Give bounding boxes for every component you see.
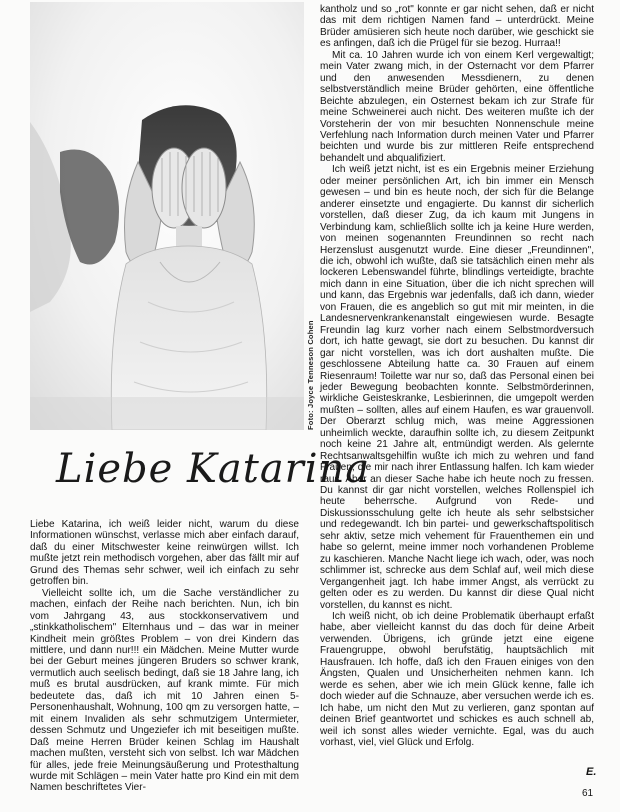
paragraph: kantholz und so „rot" konnte er gar nicht sehen, daß er nicht das mit dem richtigen Namen fand – unterdrückt. Meine Brüder amüsieren sich heute noch darüber, wie geschickt sie es anfingen, daß ich die Prügel für sie bezog. Hurraa!!: [320, 4, 594, 50]
woman-covering-face-photo: [30, 2, 304, 430]
article-title: Liebe Katarina: [56, 446, 371, 492]
left-text-column: [30, 519, 299, 794]
right-text-column: [320, 4, 594, 748]
page-number: 61: [582, 788, 594, 799]
paragraph: Ich weiß nicht, ob ich deine Problematik überhaupt erfaßt habe, aber vielleicht kannst du das doch für deine Arbeit verwenden. Übrigens, ich gründe jetzt eine eigene Frauengruppe, obwohl berufstätig, hauptsächlich mit Hausfrauen. Ich hoffe, daß ich den Frauen einiges von den Ängsten, Qualen und Unsicherheiten nehmen kann. Ich werde es sehen, aber wie ich mein Glück kenne, falle ich doch wieder auf die Schnauze, aber versuchen werde ich es. Ich habe, um nicht den Mut zu verlieren, ganz spontan auf deinen Brief geantwortet und schickes es auch schnell ab, weil ich sonst alles wieder vernichte. Egal, was du auch vorhast, viel, viel Glück und Erfolg.: [320, 611, 594, 748]
article-photo: [30, 2, 304, 430]
signature: E.: [586, 766, 597, 778]
photo-credit: Foto: Joyce Tenneson Cohen: [306, 320, 315, 430]
paragraph: Liebe Katarina, ich weiß leider nicht, warum du diese Informationen wünschst, verlasse mich aber einfach darauf, daß du einer Mitschwester keine reinwürgen willst. Ich mußte jetzt rein methodisch vorgehen, aber das fällt mir auf Grund des Themas sehr schwer, weil ich einfach zu sehr getroffen bin.: [30, 519, 299, 588]
paragraph: Vielleicht sollte ich, um die Sache verständlicher zu machen, einfach der Reihe nach berichten. Nun, ich bin vom Jahrgang 43, aus stockkonservativem und „stinkkatholischem" Elternhaus und – das war in meiner Kindheit mein größtes Problem – von drei Kindern das mittlere, und dann nur!!! ein Mädchen. Meine Mutter wurde bei der Geburt meines jüngeren Bruders so schwer krank, vermutlich auch seelisch bedingt, daß sie 18 Jahre lang, ich muß es brutal ausdrücken, auf krank mimte. Für mich bedeutete das, daß ich mit 10 Jahren einen 5-Personenhaushalt, Wohnung, 100 qm zu versorgen hatte, – mit einem Invaliden als sehr schmutzigem Untermieter, dessen Schmutz und Ungeziefer ich mit beseitigen mußte. Daß meine Herren Brüder keinen Schlag im Haushalt machen mußten, versteht sich von selbst. Ich war Mädchen für alles, jede freie Meinungsäußerung und Protesthaltung wurde mit Schlägen – mein Vater hatte pro Kind ein mit dem Namen beschriftetes Vier-: [30, 587, 299, 794]
paragraph: Ich weiß jetzt nicht, ist es ein Ergebnis meiner Erziehung oder meiner persönlichen Art, ich bin immer ein Mensch gewesen – und bin es heute noch, der sich für die Belange anderer einsetzte und engagierte. Du kannst dir sicherlich vorstellen, daß dieser Zug, da ich kaum mit Jungens in Verbindung kam, schließlich sollte ich ja keine Hure werden, von meinen sogenannten Freundinnen so recht nach Herzenslust ausgenutzt wurde. Eine dieser „Freundinnen", die ich, obwohl ich wußte, daß sie tatsächlich einen mehr als lockeren Lebenswandel führte, blindlings verteidigte, brachte mich dann in eine Situation, über die ich nicht sprechen will und kann, das Ergebnis war jedenfalls, daß ich dann, wieder von Frauen, die es angeblich so gut mit mir meinten, in die Landesnervenkrankenanstalt eingewiesen wurde. Besagte Freundin lag kurz vorher nach einem Selbstmordversuch dort, ich hatte gewagt, sie dort zu besuchen. Du kannst dir gar nicht vorstellen, was ich dort aushalten mußte. Die geschlossene Abteilung hatte ca. 30 Frauen auf einem Riesenraum! Toilette war nur so, daß das Personal einen bei jeder Bewegung beobachten konnte. Selbstmörderinnen, wirkliche Geisteskranke, Lesbierinnen, die umgepolt werden mußten – sollten, alles auf einem Haufen, es war grauenvoll. Der Oberarzt schlug mich, was meine Aggressionen unheimlich weckte, daraufhin sollte ich, zu diesem Zeitpunkt noch keine 21 Jahre alt, entmündigt werden. Als gelernte Rechtsanwaltsgehilfin wußte ich mich zu wehren und fand Frauen, die mir nach ihrer Entlassung halfen. Ich kam wieder raus. Aber an dieser Sache habe ich heute noch zu fressen. Du kannst dir gar nicht vorstellen, welches Rollenspiel ich heute beherrsche. Aufgrund von Rede- und Diskussionsschulung gelte ich heute als sehr selbstsicher und redegewandt. Ich bin partei- und gewerkschaftspolitisch sehr aktiv, setze mich vehement für Frauenthemen ein und habe so gelernt, meine immer noch vorhandenen Probleme zu kaschieren. Manche Nacht liege ich wach, oder, was noch schlimmer ist, schrecke aus dem Schlaf auf, weil mich diese Vergangenheit jagt. Ich habe immer Angst, als verrückt zu gelten oder es zu werden. Du kannst dir diese Qual nicht vorstellen, du kannst es nicht.: [320, 164, 594, 611]
paragraph: Mit ca. 10 Jahren wurde ich von einem Kerl vergewaltigt; mein Vater zwang mich, in der Osternacht vor dem Pfarrer und den anwesenden Messdienern, zu denen selbstverständlich meine Brüder gehörten, eine öffentliche Beichte abzulegen, ein Osternest bekam ich zur Strafe für meine Schweinerei auch nicht. Des weiteren mußte ich der Vorsteherin der von mir besuchten Nonnenschule meine Verfehlung nach Information durch meinen Vater und Pfarrer beichten und wurde bis zur mittleren Reife entsprechend behandelt und abqualifiziert.: [320, 49, 594, 164]
